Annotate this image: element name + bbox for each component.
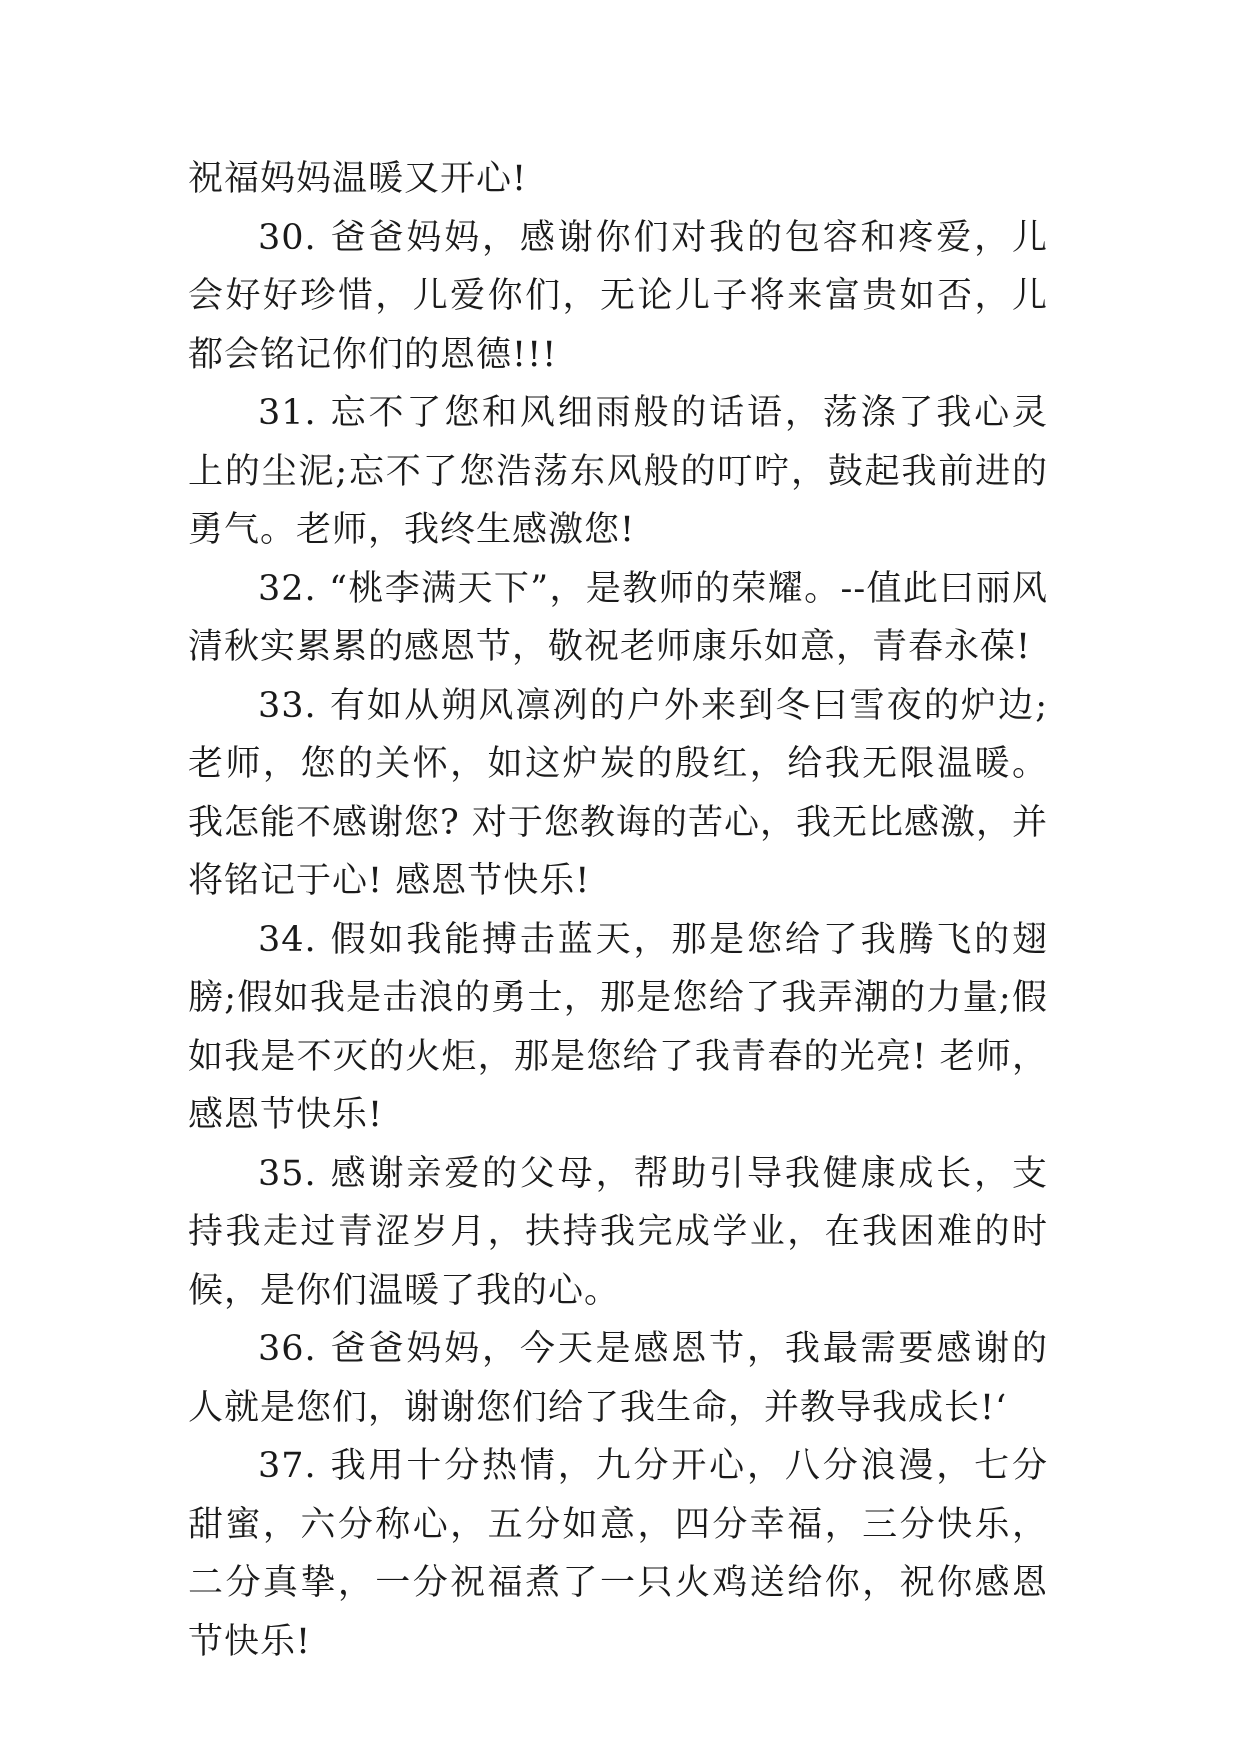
paragraph-34: 34. 假如我能搏击蓝天，那是您给了我腾飞的翅膀;假如我是击浪的勇士，那是您给了我弄潮的力量;假如我是不灭的火炬，那是您给了我青春的光亮! 老师，感恩节快乐! [188,919,1048,1135]
paragraph-37: 37. 我用十分热情，九分开心，八分浪漫，七分甜蜜，六分称心，五分如意，四分幸福，三分快乐，二分真挚，一分祝福煮了一只火鸡送给你，祝你感恩节快乐! [188,1446,1048,1662]
continued-paragraph: 祝福妈妈温暖又开心! [188,159,528,199]
paragraph-30: 30. 爸爸妈妈，感谢你们对我的包容和疼爱，儿会好好珍惜，儿爱你们，无论儿子将来富贵如否，儿都会铭记你们的恩德!!! [188,217,1048,375]
paragraph-33: 33. 有如从朔风凛冽的户外来到冬曰雪夜的炉边;老师，您的关怀，如这炉炭的殷红，给我无限温暖。我怎能不感谢您? 对于您教诲的苦心，我无比感激，并将铭记于心! 感恩节快乐! [188,685,1048,901]
paragraph-32: 32. “桃李满天下”，是教师的荣耀。--值此曰丽风清秋实累累的感恩节，敬祝老师康乐如意，青春永葆! [188,568,1048,667]
paragraph-36: 36. 爸爸妈妈，今天是感恩节，我最需要感谢的人就是您们，谢谢您们给了我生命，并教导我成长!‘ [188,1329,1048,1428]
body-text [188,150,1048,1671]
paragraph-35: 35. 感谢亲爱的父母，帮助引导我健康成长，支持我走过青涩岁月，扶持我完成学业，在我困难的时候，是你们温暖了我的心。 [188,1153,1048,1311]
paragraph-31: 31. 忘不了您和风细雨般的话语，荡涤了我心灵上的尘泥;忘不了您浩荡东风般的叮咛，鼓起我前进的勇气。老师，我终生感激您! [188,393,1048,550]
